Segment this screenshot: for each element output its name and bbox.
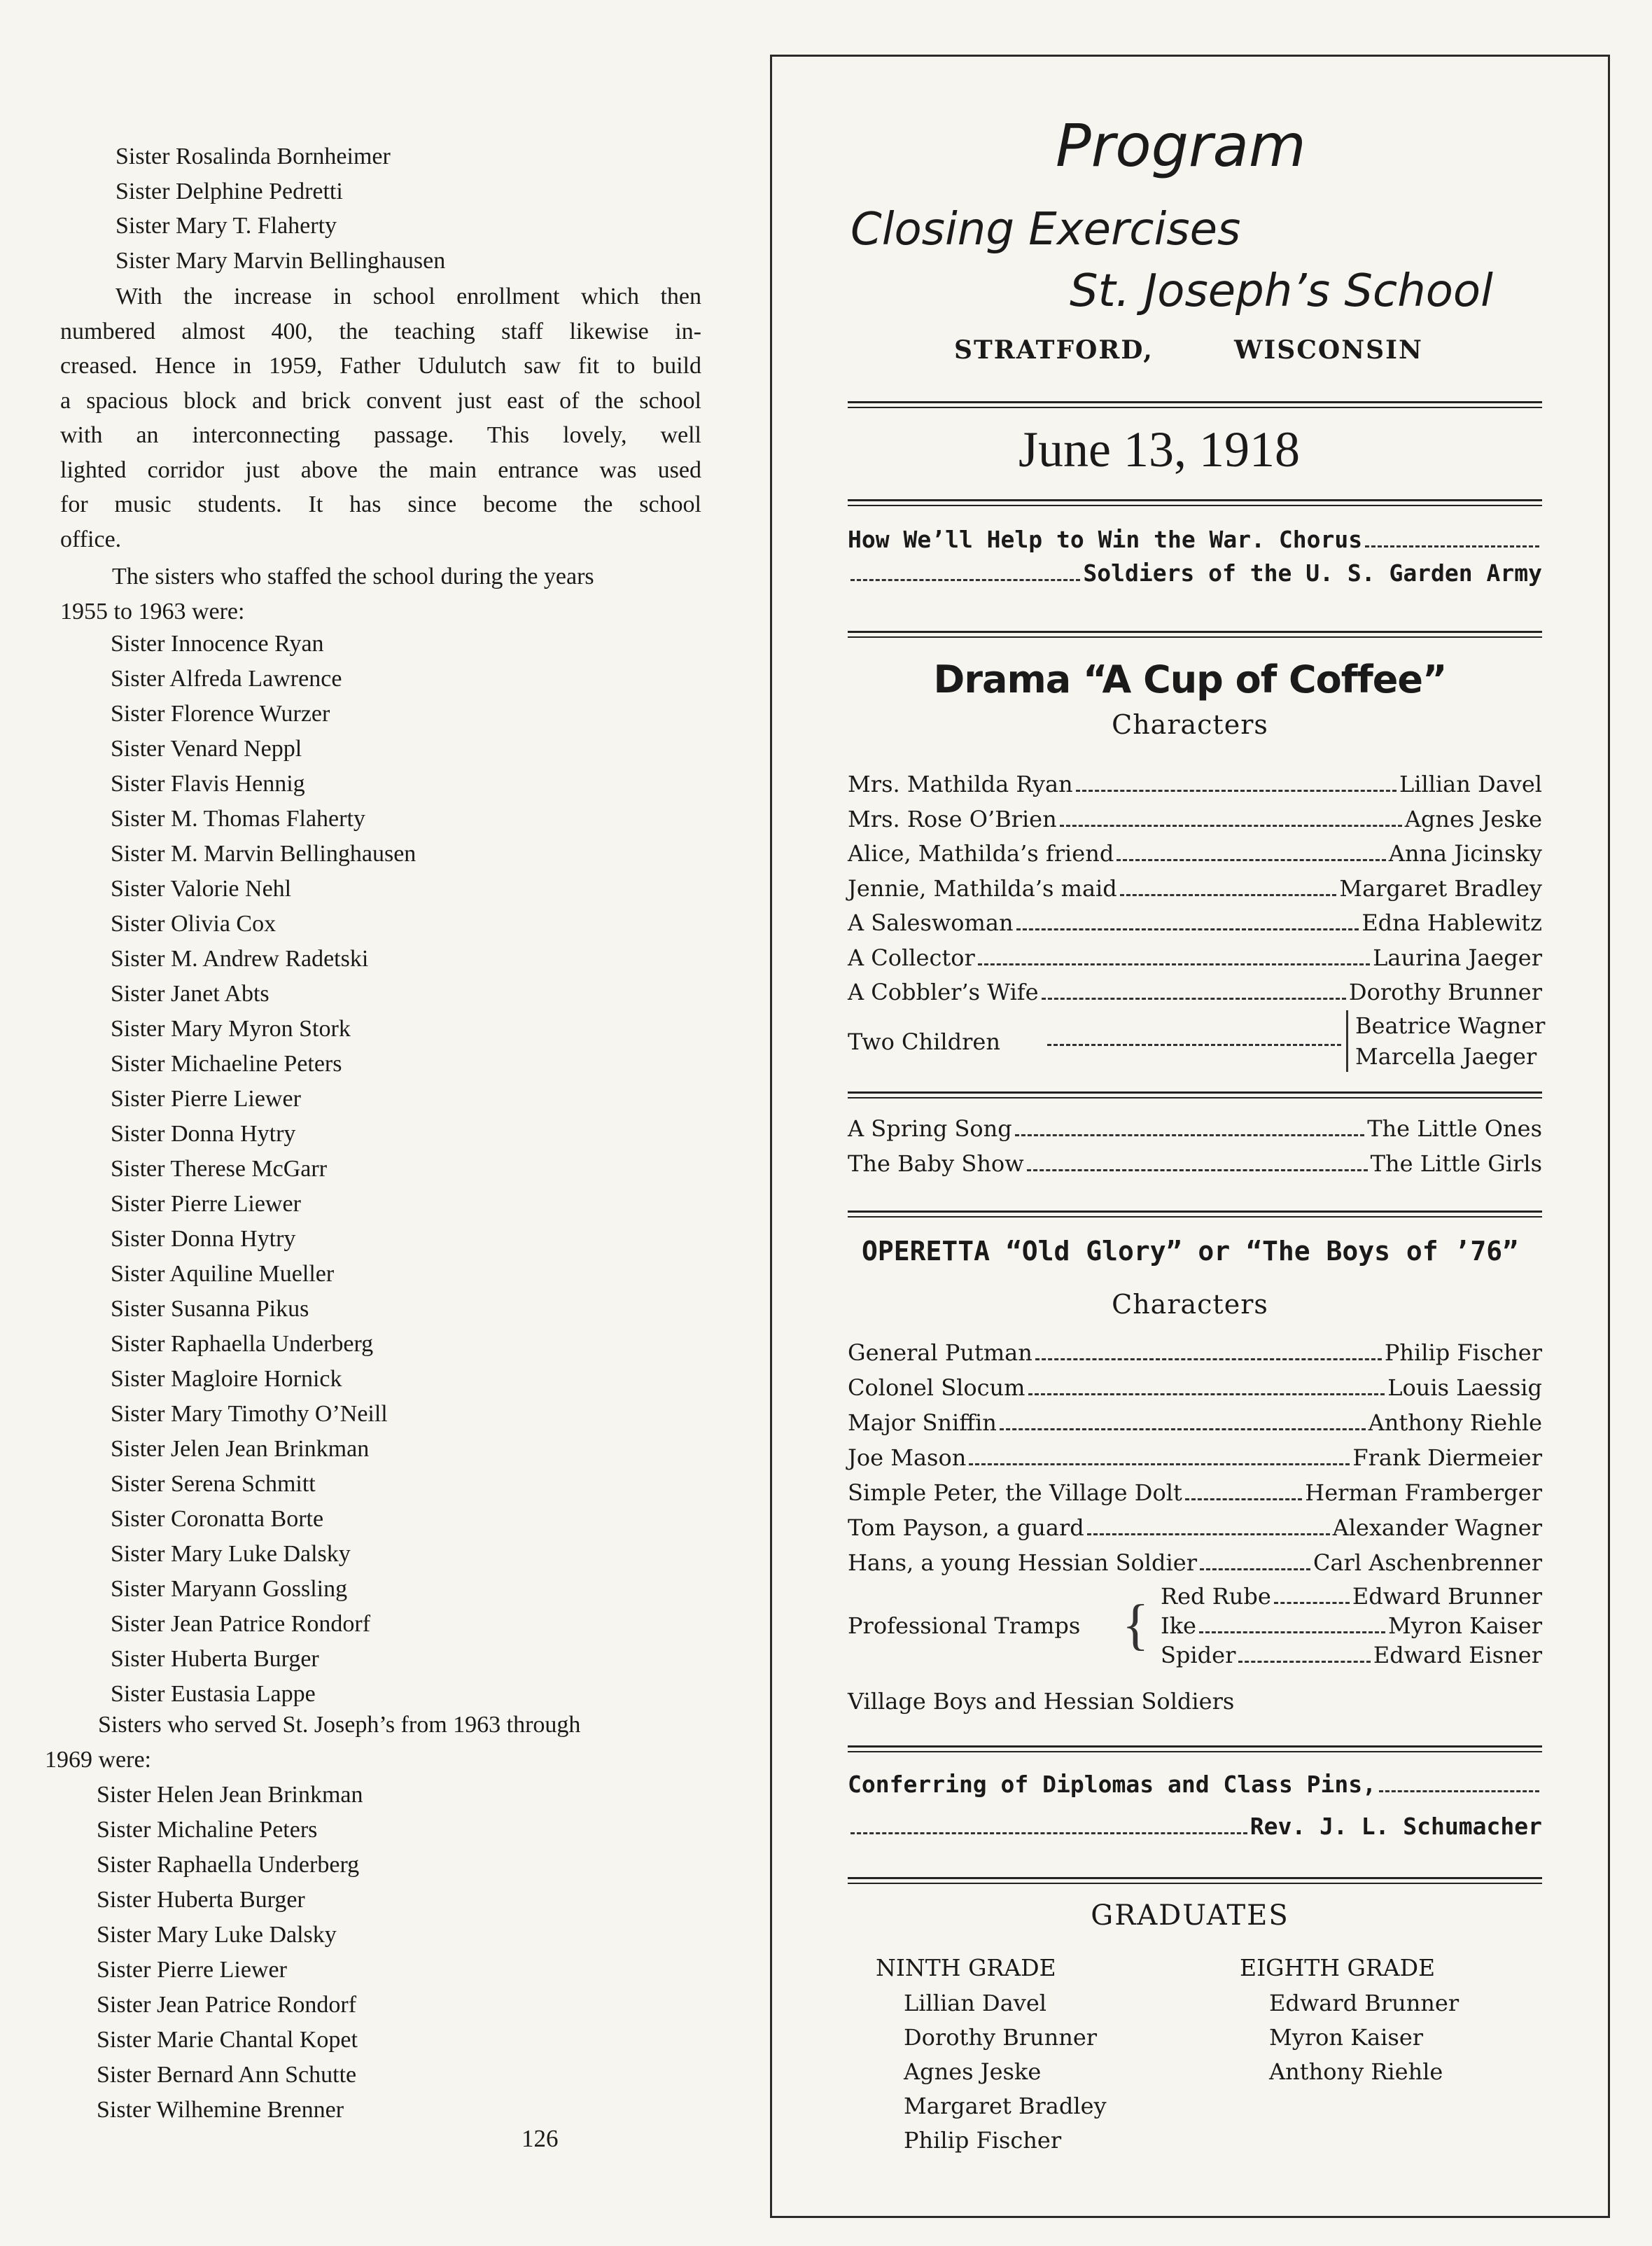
sister-name: Sister Mary T. Flaherty [115, 213, 337, 239]
operetta-title: OPERETTA “Old Glory” or “The Boys of ’76” [862, 1236, 1518, 1267]
chorus-title: How We’ll Help to Win the War. Chorus [848, 526, 1363, 553]
leader-dots [1076, 790, 1396, 792]
operetta-cast-row [848, 1374, 1542, 1401]
role-name: Joe Mason [848, 1444, 967, 1471]
leader-dots [1027, 1169, 1368, 1171]
sister-name: Sister M. Andrew Radetski [111, 946, 369, 972]
sister-name: Sister Mary Timothy O’Neill [111, 1401, 388, 1427]
operetta-cast-row [848, 1514, 1542, 1541]
drama-cast-row [848, 875, 1542, 902]
divider [848, 1211, 1542, 1218]
sister-name: Sister Therese McGarr [111, 1156, 328, 1182]
sister-name: Sister Magloire Hornick [111, 1366, 342, 1392]
leader-dots [1015, 1134, 1364, 1136]
drama-cast-row [848, 944, 1542, 971]
city-label: STRATFORD, [954, 335, 1154, 365]
diplomas-entry [848, 1771, 1542, 1798]
paragraph-line: With the increase in school enrollment which then [115, 284, 701, 309]
sister-name: Sister Rosalinda Bornheimer [115, 144, 391, 169]
sister-name: Sister M. Marvin Bellinghausen [111, 841, 416, 867]
actor-name: Alexander Wagner [1332, 1514, 1542, 1541]
actor-name: Edward Eisner [1373, 1642, 1542, 1668]
drama-cast-row [848, 771, 1542, 797]
sister-name: Sister Flavis Hennig [111, 771, 305, 797]
drama-cast-row [848, 909, 1542, 936]
child-actor: Marcella Jaeger [1355, 1043, 1537, 1070]
role-name: Tom Payson, a guard [848, 1514, 1084, 1541]
role-name: Mrs. Rose O’Brien [848, 805, 1057, 832]
role-name: Alice, Mathilda’s friend [848, 840, 1114, 867]
divider [848, 1745, 1542, 1752]
operetta-characters-label: Characters [1112, 1289, 1268, 1320]
leader-dots [1035, 1358, 1382, 1360]
sister-name: Sister Pierre Liewer [111, 1191, 301, 1217]
leader-dots [978, 963, 1370, 965]
paragraph-line: 1955 to 1963 were: [60, 598, 245, 625]
sister-name: Sister Pierre Liewer [111, 1086, 301, 1112]
role-name: Ike [1161, 1612, 1196, 1639]
role-name: Major Sniffin [848, 1409, 997, 1436]
song-row [848, 1150, 1542, 1177]
paragraph-line: 1969 were: [45, 1746, 152, 1773]
leader-dots [969, 1463, 1350, 1465]
leader-dots [1087, 1533, 1330, 1535]
sister-name: Sister Bernard Ann Schutte [97, 2062, 357, 2088]
drama-cast-row [848, 806, 1542, 832]
graduate-name: Anthony Riehle [1269, 2058, 1443, 2085]
paragraph-line: creased. Hence in 1959, Father Udulutch saw fit to build [60, 353, 701, 379]
sister-name: Sister Olivia Cox [111, 911, 276, 937]
sister-name: Sister Huberta Burger [97, 1887, 305, 1913]
sister-name: Sister Michaeline Peters [111, 1051, 342, 1077]
drama-cast-row [848, 979, 1542, 1005]
diplomas-presenter [848, 1813, 1542, 1840]
actor-name: Frank Diermeier [1352, 1444, 1542, 1471]
ninth-grade-heading: NINTH GRADE [876, 1954, 1056, 1981]
ninth-grade-list [904, 1986, 1107, 2158]
operetta-cast-row [848, 1549, 1542, 1576]
sister-name: Sister Donna Hytry [111, 1226, 296, 1252]
graduate-name: Edward Brunner [1269, 1990, 1460, 2016]
role-name: Hans, a young Hessian Soldier [848, 1549, 1197, 1576]
paragraph-line: for music students. It has since become the school [60, 491, 701, 517]
graduate-name: Philip Fischer [904, 2127, 1062, 2154]
operetta-cast-row [848, 1339, 1542, 1366]
tramp-row [1161, 1583, 1542, 1610]
song-row [848, 1115, 1542, 1142]
sister-name: Sister Pierre Liewer [97, 1957, 287, 1983]
graduate-name: Margaret Bradley [904, 2093, 1107, 2119]
actor-name: Agnes Jeske [1404, 805, 1542, 832]
drama-title: Drama “A Cup of Coffee” [933, 657, 1447, 702]
paragraph-line: The sisters who staffed the school during the years [112, 564, 594, 590]
tramp-row [1161, 1612, 1542, 1639]
graduate-name: Lillian Davel [904, 1990, 1047, 2016]
eighth-grade-list [1269, 1986, 1459, 2089]
role-name: A Cobbler’s Wife [848, 979, 1039, 1005]
presenter-name: Rev. J. L. Schumacher [1250, 1813, 1542, 1840]
actor-name: Laurina Jaeger [1373, 944, 1542, 971]
sister-name: Sister Eustasia Lappe [111, 1681, 316, 1707]
sister-name: Sister Jean Patrice Rondorf [111, 1611, 371, 1637]
sister-name: Sister Helen Jean Brinkman [97, 1782, 363, 1808]
sister-name: Sister Wilhemine Brenner [97, 2097, 344, 2123]
sister-name: Sister Florence Wurzer [111, 701, 330, 727]
leader-dots [1379, 1790, 1539, 1792]
actor-name: Carl Aschenbrenner [1312, 1549, 1542, 1576]
actor-name: Myron Kaiser [1387, 1612, 1542, 1639]
actor-name: Herman Framberger [1305, 1479, 1542, 1506]
sister-name: Sister M. Thomas Flaherty [111, 806, 365, 832]
eighth-grade-heading: EIGHTH GRADE [1240, 1954, 1436, 1981]
divider [848, 499, 1542, 506]
sister-name: Sister Raphaella Underberg [111, 1331, 374, 1357]
operetta-cast-row [848, 1479, 1542, 1506]
sister-name: Sister Michaline Peters [97, 1817, 318, 1843]
paragraph-line: lighted corridor just above the main entrance was used [60, 456, 701, 483]
diplomas-title: Conferring of Diplomas and Class Pins, [848, 1771, 1376, 1798]
role-name: A Saleswoman [848, 909, 1014, 936]
actor-name: Edna Hablewitz [1362, 909, 1542, 936]
village-boys: Village Boys and Hessian Soldiers [848, 1688, 1235, 1715]
operetta-cast-row [848, 1444, 1542, 1471]
leader-dots [1200, 1568, 1310, 1570]
actor-name: Dorothy Brunner [1348, 979, 1542, 1005]
leader-dots [1120, 894, 1337, 896]
role-name: Simple Peter, the Village Dolt [848, 1479, 1182, 1506]
actor-name: Anthony Riehle [1368, 1409, 1542, 1436]
sister-name: Sister Mary Luke Dalsky [97, 1922, 337, 1948]
role-name: General Putman [848, 1339, 1032, 1366]
drama-characters-label: Characters [1112, 709, 1268, 740]
role-name: Colonel Slocum [848, 1374, 1026, 1401]
actor-name: Edward Brunner [1352, 1583, 1542, 1610]
sister-name: Sister Janet Abts [111, 981, 270, 1007]
sister-name: Sister Raphaella Underberg [97, 1852, 360, 1878]
child-actor: Beatrice Wagner [1355, 1012, 1546, 1039]
divider [848, 1091, 1542, 1098]
leader-dots [1199, 1631, 1385, 1633]
leader-dots [1116, 859, 1385, 861]
leader-dots [1238, 1661, 1371, 1663]
paragraph-line: Sisters who served St. Joseph’s from 1963 through [98, 1712, 581, 1738]
actor-name: The Little Girls [1370, 1150, 1542, 1177]
leader-dots [1016, 928, 1359, 930]
program-sheet [770, 55, 1610, 2218]
actor-name: Anna Jicinsky [1388, 840, 1542, 867]
sister-name: Sister Aquiline Mueller [111, 1261, 335, 1287]
sister-name: Sister Delphine Pedretti [115, 178, 343, 204]
sister-name: Sister Jelen Jean Brinkman [111, 1436, 370, 1462]
graduate-name: Dorothy Brunner [904, 2024, 1098, 2051]
sister-name: Sister Mary Myron Stork [111, 1016, 351, 1042]
brace-symbol: { [1122, 1594, 1149, 1656]
chorus-entry [848, 526, 1542, 553]
left-column [0, 0, 721, 2246]
page-number: 126 [522, 2125, 559, 2152]
graduate-name: Myron Kaiser [1269, 2024, 1424, 2051]
sister-name: Sister Donna Hytry [111, 1121, 296, 1147]
role-name: A Spring Song [848, 1115, 1012, 1142]
role-name: The Baby Show [848, 1150, 1024, 1177]
program-date: June 13, 1918 [1018, 421, 1300, 477]
sister-name: Sister Valorie Nehl [111, 876, 292, 902]
actor-name: Louis Laessig [1387, 1374, 1542, 1401]
role-name: Red Rube [1161, 1583, 1271, 1610]
role-name: Spider [1161, 1642, 1236, 1668]
state-label: WISCONSIN [1234, 335, 1423, 365]
leader-dots [1060, 825, 1402, 827]
sister-name: Sister Huberta Burger [111, 1646, 319, 1672]
sister-name: Sister Jean Patrice Rondorf [97, 1992, 357, 2018]
divider [848, 1877, 1542, 1884]
paragraph-line: office. [60, 526, 122, 552]
sister-name: Sister Innocence Ryan [111, 631, 324, 657]
leader-dots [1274, 1602, 1350, 1604]
two-children-role: Two Children [848, 1028, 1000, 1055]
drama-cast-row [848, 840, 1542, 867]
graduate-name: Agnes Jeske [904, 2058, 1042, 2085]
leader-dots [1047, 1044, 1341, 1046]
tramps-label: Professional Tramps [848, 1612, 1081, 1639]
sister-name: Sister Susanna Pikus [111, 1296, 309, 1322]
sister-name: Sister Venard Neppl [111, 736, 302, 762]
tramp-row [1161, 1642, 1542, 1668]
divider [848, 631, 1542, 638]
two-children-actors [1346, 1010, 1545, 1072]
leader-dots [850, 579, 1080, 581]
leader-dots [1185, 1498, 1303, 1500]
role-name: Mrs. Mathilda Ryan [848, 771, 1073, 797]
sister-name: Sister Alfreda Lawrence [111, 666, 342, 692]
closing-exercises-heading: Closing Exercises [850, 204, 1241, 256]
leader-dots [1042, 998, 1346, 1000]
sister-name: Sister Mary Luke Dalsky [111, 1541, 351, 1567]
divider [848, 401, 1542, 408]
paragraph-line: numbered almost 400, the teaching staff likewise in- [60, 318, 701, 344]
leader-dots [850, 1832, 1247, 1834]
operetta-cast-row [848, 1409, 1542, 1436]
actor-name: Lillian Davel [1399, 771, 1542, 797]
leader-dots [1028, 1393, 1385, 1395]
paragraph-line: a spacious block and brick convent just east of the school [60, 387, 701, 414]
actor-name: The Little Ones [1367, 1115, 1542, 1142]
sister-name: Sister Mary Marvin Bellinghausen [115, 247, 446, 274]
paragraph-line: with an interconnecting passage. This lovely, well [60, 422, 701, 448]
role-name: A Collector [848, 944, 975, 971]
actor-name: Margaret Bradley [1339, 874, 1542, 902]
program-title: Program [1056, 111, 1306, 180]
leader-dots [1000, 1428, 1366, 1430]
graduates-heading: GRADUATES [1091, 1899, 1289, 1932]
sister-name: Sister Coronatta Borte [111, 1506, 324, 1532]
chorus-performers-name: Soldiers of the U. S. Garden Army [1083, 559, 1542, 587]
school-name-heading: St. Joseph’s School [1070, 265, 1493, 317]
sister-name: Sister Maryann Gossling [111, 1576, 348, 1602]
sister-name: Sister Marie Chantal Kopet [97, 2027, 358, 2053]
role-name: Jennie, Mathilda’s maid [848, 874, 1117, 902]
actor-name: Philip Fischer [1384, 1339, 1542, 1366]
leader-dots [1365, 545, 1539, 547]
sister-name: Sister Serena Schmitt [111, 1471, 316, 1497]
chorus-performers [848, 559, 1542, 587]
